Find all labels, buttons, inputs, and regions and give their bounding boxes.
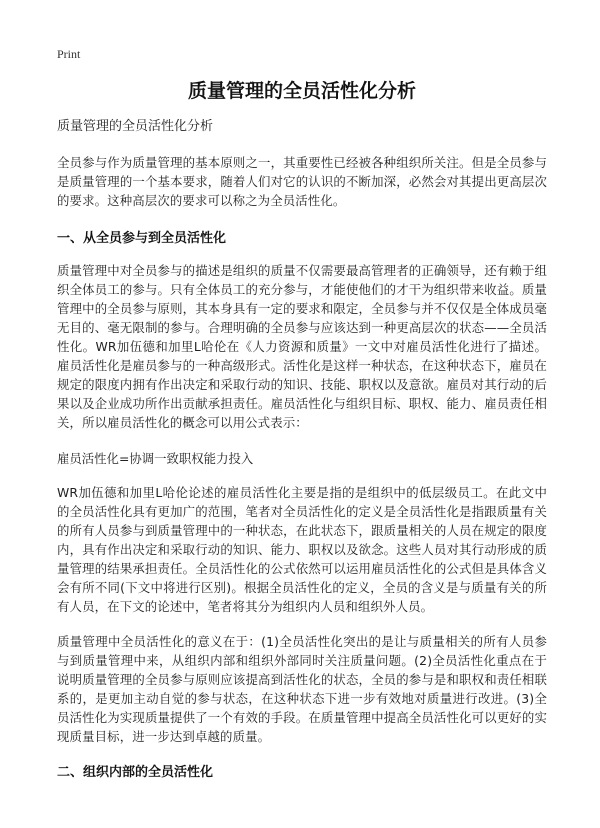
section-1-paragraph-3: 质量管理中全员活性化的意义在于：(1)全员活性化突出的是让与质量相关的所有人员参与到质量管理中来，从组织内部和组织外部同时关注质量问题。(2)全员活性化重点在于说明质量管理的全员参与原则应该提高到活性化的状态，全员的参与是和职权和责任相联系的，是更加主动自觉的参与状态，在这种状态下进一步有效地对质量进行改进。(3)全员活性化为实现质量提供了一个有效的手段。在质量管理中提高全员活性化可以更好的实现质量目标，进一步达到卓越的质量。 (57, 634, 547, 744)
print-label[interactable]: Print (57, 47, 81, 61)
document-title: 质量管理的全员活性化分析 (187, 80, 416, 102)
formula-line: 雇员活性化=协调一致职权能力投入 (57, 451, 254, 466)
intro-paragraph: 全员参与作为质量管理的基本原则之一，其重要性已经被各种组织所关注。但是全员参与是质量管理的一个基本要求，随着人们对它的认识的不断加深，必然会对其提出更高层次的要求。这种高层次的要求可以称之为全员活性化。 (57, 155, 547, 208)
section-1-paragraph-1: 质量管理中对全员参与的描述是组织的质量不仅需要最高管理者的正确领导，还有赖于组织全体员工的参与。只有全体员工的充分参与，才能使他们的才干为组织带来收益。质量管理中的全员参与原则，其本身具有一定的要求和限定，全员参与并不仅仅是全体成员毫无目的、毫无限制的参与。合理明确的全员参与应该达到一种更高层次的状态——全员活性化。WR加伍德和加里L哈伦在《人力资源和质量》一文中对雇员活性化进行了描述。雇员活性化是雇员参与的一种高级形式。活性化是这样一种状态，在这种状态下，雇员在规定的限度内拥有作出决定和采取行动的知识、技能、职权以及意欲。雇员对其行动的后果以及企业成功所作出贡献承担责任。雇员活性化与组织目标、职权、能力、雇员责任相关，所以雇员活性化的概念可以用公式表示： (57, 263, 547, 430)
section-1-heading: 一、从全员参与到全员活性化 (57, 231, 227, 246)
section-2-heading: 二、组织内部的全员活性化 (57, 765, 214, 780)
document-body (57, 78, 547, 782)
document-subtitle: 质量管理的全员活性化分析 (57, 119, 214, 134)
section-1-paragraph-2: WR加伍德和加里L哈伦论述的雇员活性化主要是指的是组织中的低层级员工。在此文中的全员活性化具有更加广的范围，笔者对全员活性化的定义是全员活性化是指跟质量有关的所有人员参与到质量管理中的一种状态，在此状态下，跟质量相关的人员在规定的限度内，具有作出决定和采取行动的知识、能力、职权以及欲念。这些人员对其行动形成的质量管理的结果承担责任。全员活性化的公式依然可以运用雇员活性化的公式但是具体含义会有所不同(下文中将进行区别)。根据全员活性化的定义，全员的含义是与质量有关的所有人员，在下文的论述中，笔者将其分为组织内人员和组织外人员。 (57, 485, 547, 614)
